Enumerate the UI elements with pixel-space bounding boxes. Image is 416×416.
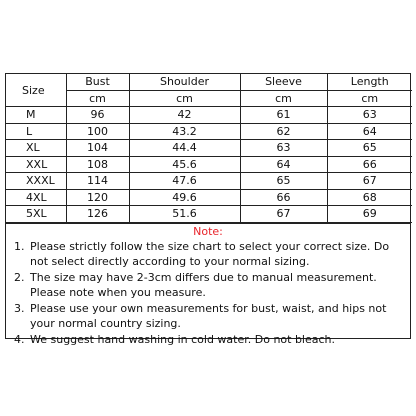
shoulder-cell: 43.2: [129, 123, 240, 140]
size-table: [6, 74, 412, 223]
note-text: Please strictly follow the size chart to select your correct size. Do not select directly according to your normal sizing.: [30, 239, 390, 268]
length-cell: 69: [327, 206, 412, 223]
size-label: 4XL: [6, 189, 66, 206]
note-title: Note:: [193, 224, 223, 238]
length-column-header: Length: [327, 74, 412, 90]
sleeve-cell: 64: [240, 156, 327, 173]
header-row: [6, 74, 412, 90]
bust-cell: 108: [66, 156, 129, 173]
list-item: [14, 270, 402, 300]
bust-cell: 104: [66, 140, 129, 157]
length-cell: 64: [327, 123, 412, 140]
note-number: 1.: [14, 239, 25, 253]
sleeve-cell: 61: [240, 107, 327, 124]
sleeve-column-header: Sleeve: [240, 74, 327, 90]
sleeve-cell: 66: [240, 189, 327, 206]
bust-cell: 126: [66, 206, 129, 223]
table-row: [6, 156, 412, 173]
shoulder-column-header: Shoulder: [129, 74, 240, 90]
size-label: XXL: [6, 156, 66, 173]
size-label: 5XL: [6, 206, 66, 223]
list-item: [14, 301, 402, 331]
table-row: [6, 107, 412, 124]
unit-cell: cm: [129, 90, 240, 107]
shoulder-cell: 49.6: [129, 189, 240, 206]
bust-cell: 100: [66, 123, 129, 140]
shoulder-cell: 51.6: [129, 206, 240, 223]
notes-section: [6, 223, 410, 347]
note-text: The size may have 2-3cm differs due to manual measurement. Please note when you measure.: [30, 270, 377, 299]
list-item: [14, 239, 402, 269]
sleeve-cell: 62: [240, 123, 327, 140]
bust-column-header: Bust: [66, 74, 129, 90]
shoulder-cell: 42: [129, 107, 240, 124]
table-row: [6, 189, 412, 206]
shoulder-cell: 45.6: [129, 156, 240, 173]
list-item: [14, 332, 402, 347]
length-cell: 66: [327, 156, 412, 173]
note-number: 4.: [14, 332, 25, 346]
bust-cell: 120: [66, 189, 129, 206]
sleeve-cell: 67: [240, 206, 327, 223]
table-row: [6, 173, 412, 190]
bust-cell: 114: [66, 173, 129, 190]
size-label: M: [6, 107, 66, 124]
size-column-header: Size: [6, 74, 66, 107]
sleeve-cell: 65: [240, 173, 327, 190]
size-chart: [5, 73, 411, 346]
unit-cell: cm: [327, 90, 412, 107]
note-number: 3.: [14, 301, 25, 315]
shoulder-cell: 44.4: [129, 140, 240, 157]
unit-cell: cm: [240, 90, 327, 107]
length-cell: 68: [327, 189, 412, 206]
length-cell: 65: [327, 140, 412, 157]
bust-cell: 96: [66, 107, 129, 124]
table-row: [6, 140, 412, 157]
unit-cell: cm: [66, 90, 129, 107]
size-label: L: [6, 123, 66, 140]
size-label: XL: [6, 140, 66, 157]
note-list: [14, 239, 402, 347]
table-row: [6, 123, 412, 140]
sleeve-cell: 63: [240, 140, 327, 157]
note-number: 2.: [14, 270, 25, 284]
shoulder-cell: 47.6: [129, 173, 240, 190]
size-label: XXXL: [6, 173, 66, 190]
table-row: [6, 206, 412, 223]
note-text: Please use your own measurements for bust, waist, and hips not your normal country sizing.: [30, 301, 387, 330]
note-text: We suggest hand washing in cold water. Do not bleach.: [30, 332, 336, 346]
length-cell: 63: [327, 107, 412, 124]
units-row: [6, 90, 412, 107]
length-cell: 67: [327, 173, 412, 190]
